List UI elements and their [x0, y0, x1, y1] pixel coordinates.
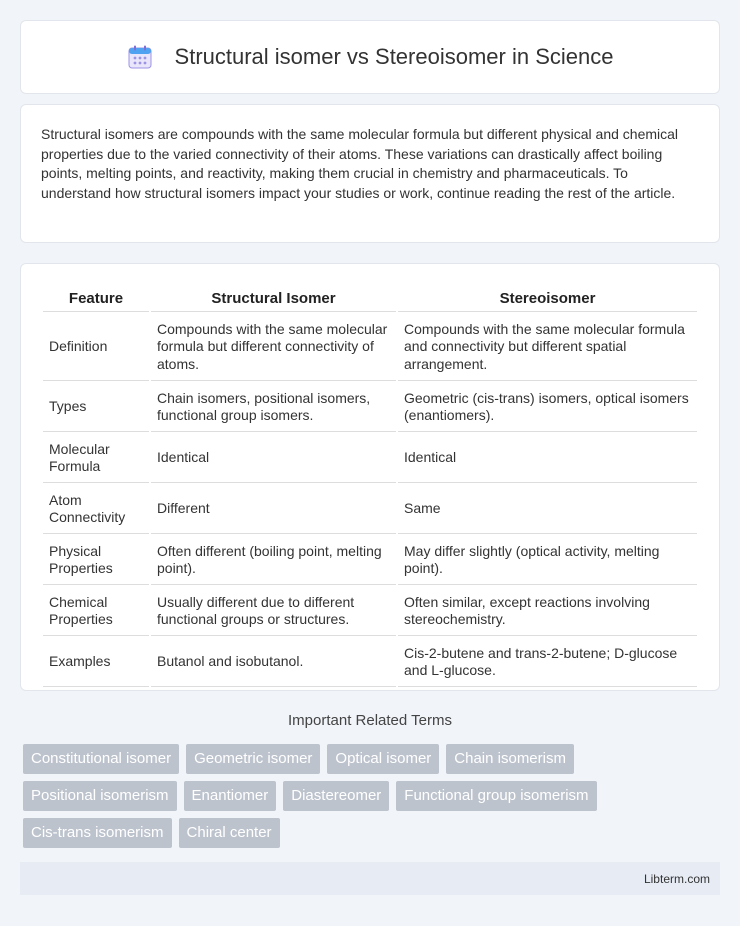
footer: [20, 862, 720, 895]
related-term-tag[interactable]: Functional group isomerism: [396, 781, 596, 811]
table-cell: Different: [151, 485, 396, 534]
comparison-table: [41, 284, 699, 689]
table-cell: Chemical Properties: [43, 587, 149, 636]
table-cell: Chain isomers, positional isomers, functional group isomers.: [151, 383, 396, 432]
table-cell: Same: [398, 485, 697, 534]
related-term-tag[interactable]: Geometric isomer: [186, 744, 320, 774]
table-cell: Compounds with the same molecular formula but different connectivity of atoms.: [151, 314, 396, 381]
table-cell: Often different (boiling point, melting point).: [151, 536, 396, 585]
intro-card: [20, 104, 720, 243]
table-cell: Usually different due to different functional groups or structures.: [151, 587, 396, 636]
table-cell: Identical: [398, 434, 697, 483]
title-card: [20, 20, 720, 94]
column-header-feature: Feature: [43, 286, 149, 312]
intro-text: Structural isomers are compounds with the same molecular formula but different physical and chemical properties due to the varied connectivity of their atoms. These variations can drastically affect boiling points, melting points, and reactivity, making them crucial in chemistry and pharmaceuticals. To understand how structural isomers impact your studies or work, continue reading the rest of the article.: [41, 126, 679, 201]
table-row: [43, 638, 697, 687]
related-term-tag[interactable]: Positional isomerism: [23, 781, 177, 811]
table-cell: Often similar, except reactions involving stereochemistry.: [398, 587, 697, 636]
related-term-tag[interactable]: Enantiomer: [184, 781, 277, 811]
table-cell: Physical Properties: [43, 536, 149, 585]
column-header-structural: Structural Isomer: [151, 286, 396, 312]
related-terms-title: Important Related Terms: [288, 712, 452, 729]
related-term-tag[interactable]: Chiral center: [179, 818, 280, 848]
table-cell: Cis-2-butene and trans-2-butene; D-glucose and L-glucose.: [398, 638, 697, 687]
table-cell: Atom Connectivity: [43, 485, 149, 534]
table-row: [43, 485, 697, 534]
table-cell: Definition: [43, 314, 149, 381]
table-row: [43, 314, 697, 381]
calendar-icon: [127, 44, 153, 70]
related-terms-list: [20, 744, 720, 855]
related-term-tag[interactable]: Optical isomer: [327, 744, 439, 774]
table-row: [43, 587, 697, 636]
related-term-tag[interactable]: Chain isomerism: [446, 744, 574, 774]
related-term-tag[interactable]: Cis-trans isomerism: [23, 818, 172, 848]
table-cell: Identical: [151, 434, 396, 483]
table-cell: May differ slightly (optical activity, melting point).: [398, 536, 697, 585]
table-cell: Molecular Formula: [43, 434, 149, 483]
table-cell: Butanol and isobutanol.: [151, 638, 396, 687]
table-header-row: [43, 286, 697, 312]
related-term-tag[interactable]: Constitutional isomer: [23, 744, 179, 774]
table-cell: Types: [43, 383, 149, 432]
table-row: [43, 383, 697, 432]
column-header-stereo: Stereoisomer: [398, 286, 697, 312]
comparison-table-card: [20, 263, 720, 691]
table-row: [43, 434, 697, 483]
table-row: [43, 536, 697, 585]
page-title: Structural isomer vs Stereoisomer in Science: [174, 44, 614, 69]
table-cell: Examples: [43, 638, 149, 687]
table-cell: Geometric (cis-trans) isomers, optical isomers (enantiomers).: [398, 383, 697, 432]
related-term-tag[interactable]: Diastereomer: [283, 781, 389, 811]
table-cell: Compounds with the same molecular formula and connectivity but different spatial arrangement.: [398, 314, 697, 381]
footer-site-link[interactable]: Libterm.com: [643, 871, 710, 886]
